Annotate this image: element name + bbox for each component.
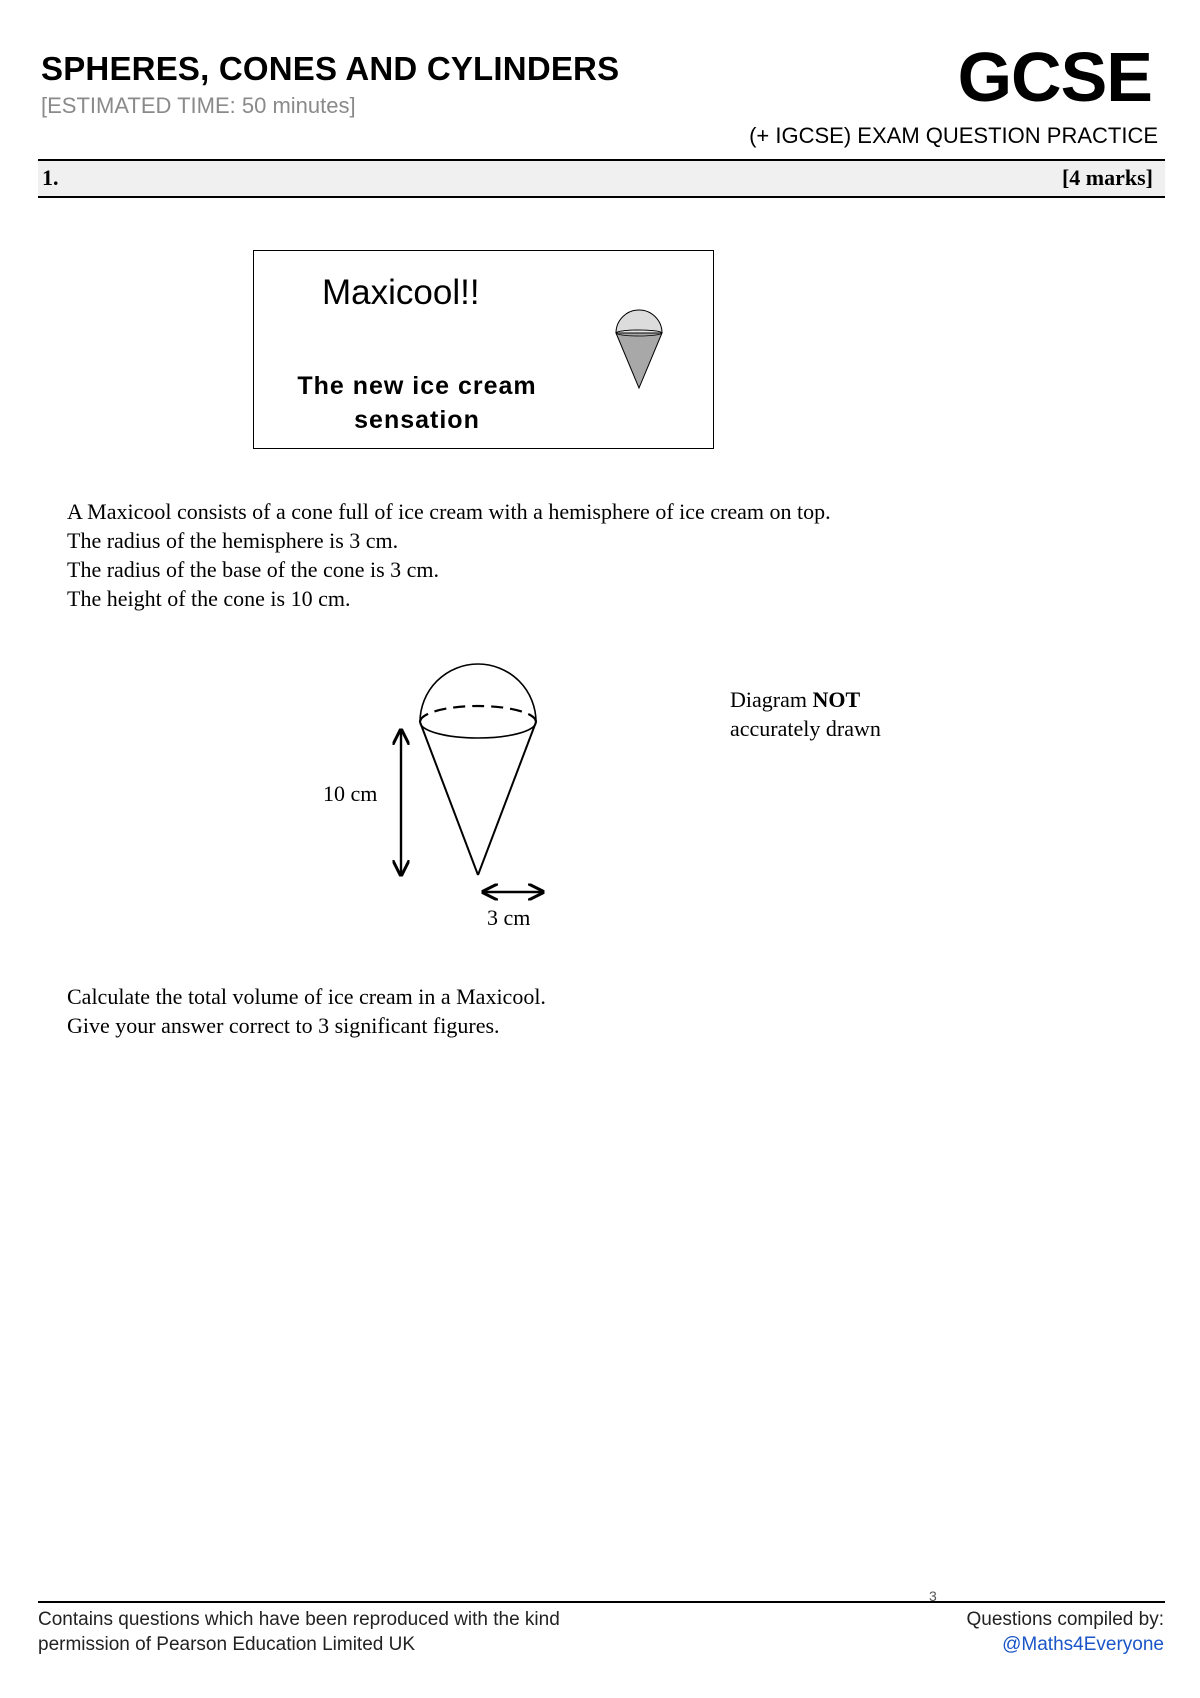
footer-permission xyxy=(38,1607,560,1657)
advert-tagline-line2: sensation xyxy=(354,406,480,434)
exam-practice-subtitle: (+ IGCSE) EXAM QUESTION PRACTICE xyxy=(749,123,1158,148)
author-handle-link[interactable]: @Maths4Everyone xyxy=(1002,1634,1164,1655)
diagram-note xyxy=(730,685,881,743)
question-intro xyxy=(67,497,831,613)
diagram-note-bold: NOT xyxy=(812,687,861,712)
permission-line2: permission of Pearson Education Limited UK xyxy=(38,1634,416,1655)
question-header-bar xyxy=(38,159,1165,198)
task-line: Calculate the total volume of ice cream in a Maxicool. xyxy=(67,984,546,1009)
advert-tagline-line1: The new ice cream xyxy=(297,372,537,400)
page-number: 3 xyxy=(929,1588,937,1604)
task-line: Give your answer correct to 3 significant figures. xyxy=(67,1013,500,1038)
estimated-time: [ESTIMATED TIME: 50 minutes] xyxy=(41,93,356,118)
cone-hemisphere-diagram xyxy=(300,655,600,935)
intro-line: The radius of the base of the cone is 3 cm. xyxy=(67,557,440,582)
intro-line: The height of the cone is 10 cm. xyxy=(67,586,351,611)
permission-line1: Contains questions which have been reproduced with the kind xyxy=(38,1609,560,1630)
question-marks: [4 marks] xyxy=(1061,165,1153,190)
hemisphere-outline xyxy=(420,664,536,722)
cone-right-edge xyxy=(478,722,536,875)
compiled-by-label: Questions compiled by: xyxy=(966,1609,1164,1630)
page-title: SPHERES, CONES AND CYLINDERS xyxy=(41,50,620,87)
gcse-brand: GCSE xyxy=(957,38,1152,116)
ice-cream-cone-icon xyxy=(609,306,669,396)
cone-left-edge xyxy=(420,722,478,875)
footer-divider xyxy=(38,1601,1165,1603)
advert-tagline xyxy=(272,369,562,437)
rim-front xyxy=(420,722,536,738)
rim-back-dashed xyxy=(420,706,536,722)
advert-title: Maxicool!! xyxy=(322,273,480,312)
diagram-note-line2: accurately drawn xyxy=(730,716,881,741)
question-number: 1. xyxy=(42,165,59,190)
intro-line: A Maxicool consists of a cone full of ice cream with a hemisphere of ice cream on top. xyxy=(67,499,831,524)
radius-label: 3 cm xyxy=(487,905,531,930)
height-label: 10 cm xyxy=(323,781,378,806)
maxicool-advert xyxy=(253,250,714,449)
diagram-note-prefix: Diagram xyxy=(730,687,813,712)
footer-credits xyxy=(967,1607,1165,1657)
intro-line: The radius of the hemisphere is 3 cm. xyxy=(67,528,399,553)
question-task xyxy=(67,982,546,1040)
